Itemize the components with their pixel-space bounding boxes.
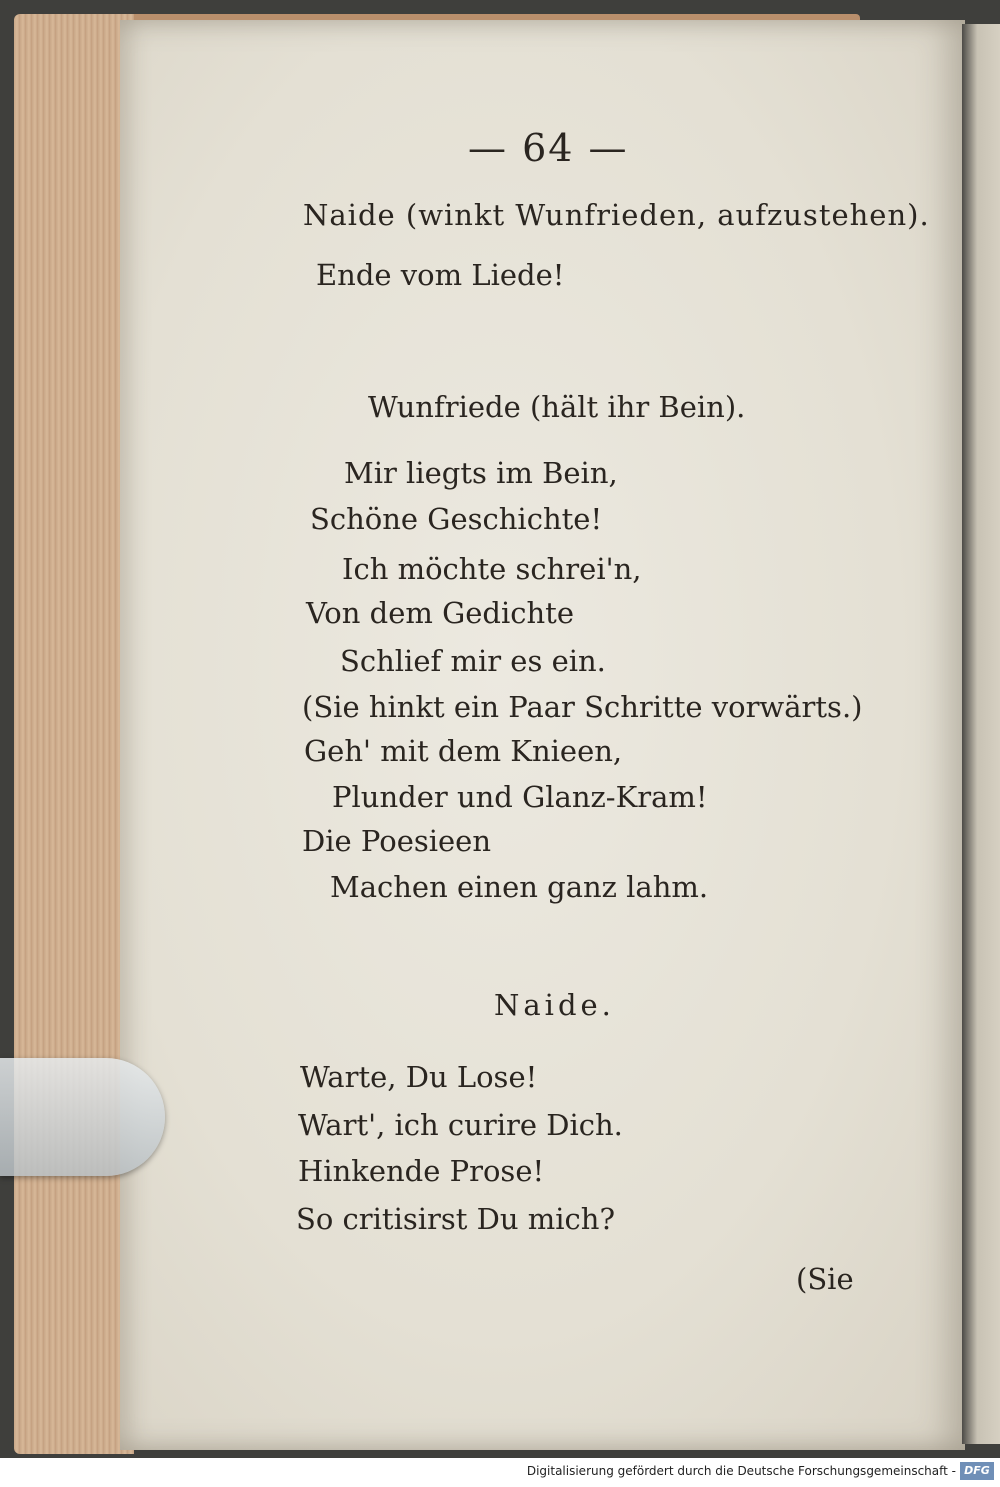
verse-line: Geh' mit dem Knieen, [304,734,623,768]
verse-line: Schöne Geschichte! [310,502,603,536]
catchword: (Sie [796,1262,854,1296]
speaker-heading: Wunfriede (hält ihr Bein). [368,390,746,424]
verse-line: Schlief mir es ein. [340,644,606,678]
verse-line: Wart', ich curire Dich. [298,1108,623,1142]
speaker-heading: Naide. [494,988,615,1022]
verse-line: Die Poesieen [302,824,492,858]
stage-direction: (Sie hinkt ein Paar Schritte vorwärts.) [302,690,863,724]
facing-page-edge [962,24,1000,1444]
verse-line: Mir liegts im Bein, [344,456,618,490]
verse-line: So critisirst Du mich? [296,1202,616,1236]
verse-line: Hinkende Prose! [298,1154,545,1188]
verse-line: Machen einen ganz lahm. [330,870,709,904]
verse-line: Von dem Gedichte [306,596,574,630]
dfg-logo: DFG [960,1462,994,1480]
text-line: Naide (winkt Wunfrieden, aufzustehen). [303,198,930,232]
verse-line: Plunder und Glanz-Kram! [332,780,708,814]
footer-credit: Digitalisierung gefördert durch die Deutsche Forschungsgemeinschaft - [526,1464,956,1478]
book-page-edges [14,14,134,1454]
verse-line: Ich möchte schrei'n, [342,552,642,586]
page-holder-clip [0,1058,165,1176]
verse-line: Warte, Du Lose! [300,1060,538,1094]
text-line: Ende vom Liede! [316,258,565,292]
page-number: — 64 — [468,126,629,170]
